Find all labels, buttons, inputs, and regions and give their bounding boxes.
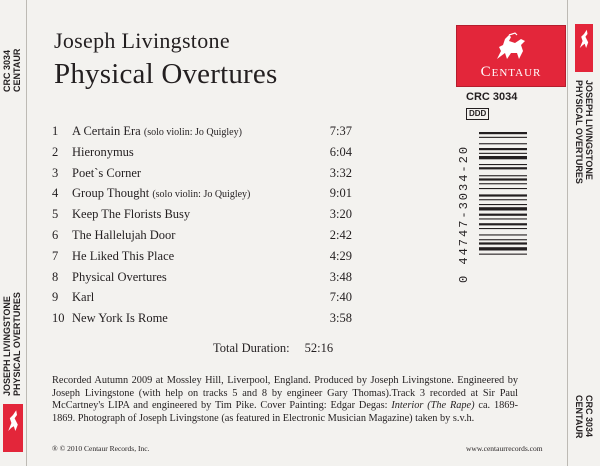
barcode-bar [479, 132, 527, 134]
left-spine-title: JOSEPH LIVINGSTONE PHYSICAL OVERTURES [2, 292, 22, 396]
track-number: 6 [52, 227, 59, 242]
track-row [52, 267, 352, 288]
track-duration: 9:01 [329, 186, 352, 201]
artist-name: Joseph Livingstone [54, 28, 230, 53]
track-number: 2 [52, 144, 59, 159]
track-duration: 7:37 [329, 124, 352, 138]
track-duration: 2:42 [329, 227, 352, 242]
track-duration: 4:29 [329, 248, 352, 263]
logo-text: Centaur [480, 64, 542, 80]
barcode-number: 0 44747-3034-20 [457, 144, 471, 283]
barcode-bar [479, 188, 527, 189]
track-title: He Liked This Place [72, 248, 175, 263]
barcode-bar [479, 207, 527, 210]
track-title: Karl [72, 290, 95, 305]
barcode-bar [479, 194, 527, 196]
barcode-bar [479, 228, 527, 229]
barcode-bar [479, 223, 527, 225]
barcode-bar [479, 234, 527, 235]
track-duration: 6:04 [329, 144, 352, 159]
right-spine-catalog: CRC 3034 CENTAUR [574, 395, 594, 439]
left-spine-centaur-logo [3, 404, 23, 452]
back-cover-main [26, 0, 568, 466]
track-number: 3 [52, 165, 59, 180]
copyright: ® © 2010 Centaur Records, Inc. [52, 444, 150, 453]
barcode-bar [479, 164, 527, 165]
centaur-icon [5, 407, 21, 439]
track-number: 4 [52, 186, 59, 201]
catalog-number: CRC 3034 [466, 91, 518, 103]
track-number: 1 [52, 124, 59, 138]
total-duration [213, 341, 333, 356]
track-note: (solo violin: Jo Quigley) [143, 127, 242, 138]
track-row [52, 142, 352, 163]
centaur-logo [456, 25, 566, 87]
barcode-bar [479, 204, 527, 205]
track-duration: 7:40 [329, 290, 352, 305]
credits-text: Recorded Autumn 2009 at Mossley Hill, Liverpool, England. Produced by Joseph Livingstone. Engineered by Joseph Livingstone (with help on tracks 5 and 8 by engineer Gary Thomas).Track 3 recorded at Sir Paul McCartney's LIPA and engineered by Tim Pike. Cover Painting: Edgar Degas: Interior (The Rape) ca. 1869-1869. Photograph of Joseph Livingstone (as featured in Electronic Musician Magazine) taken by s.v.h. [52, 375, 519, 424]
track-duration: 3:20 [329, 207, 352, 222]
track-number: 9 [52, 290, 59, 305]
barcode-bar [479, 254, 527, 255]
track-row [52, 308, 352, 329]
barcode-bar [479, 167, 527, 169]
barcode-bar [479, 175, 527, 176]
track-number: 7 [52, 248, 59, 263]
track-number: 5 [52, 207, 59, 222]
barcode-bar [479, 214, 527, 216]
barcode-bar [479, 137, 527, 138]
track-row [52, 204, 352, 225]
barcode-bar [479, 247, 527, 250]
total-duration-label: Total Duration: [213, 341, 290, 355]
barcode-bar [479, 156, 527, 159]
barcode-bar [479, 199, 527, 200]
track-row [52, 246, 352, 267]
track-title: New York Is Rome [72, 311, 168, 326]
track-number: 10 [52, 311, 65, 326]
track-duration: 3:32 [329, 165, 352, 180]
track-title: A Certain Era (solo violin: Jo Quigley) [72, 124, 242, 138]
track-title: Hieronymus [72, 144, 134, 159]
barcode-bar [479, 183, 527, 184]
barcode-icon [479, 130, 527, 298]
barcode-bar [479, 153, 527, 154]
track-note: (solo violin: Jo Quigley) [152, 189, 251, 201]
track-title: Group Thought (solo violin: Jo Quigley) [72, 186, 251, 201]
right-spine [567, 0, 600, 466]
left-spine-catalog: CRC 3034 CENTAUR [2, 48, 22, 92]
left-spine [0, 0, 27, 466]
track-row [52, 163, 352, 184]
album-title: Physical Overtures [54, 58, 278, 90]
painting-title: Interior (The Rape) [391, 400, 475, 411]
barcode-bar [479, 148, 527, 150]
track-row [52, 121, 352, 142]
track-title: Physical Overtures [72, 269, 167, 284]
track-list [52, 121, 352, 329]
track-number: 8 [52, 269, 59, 284]
barcode-bar [479, 239, 527, 240]
track-title: Poet`s Corner [72, 165, 142, 180]
track-row [52, 287, 352, 308]
barcode-bar [479, 143, 527, 144]
track-title: Keep The Florists Busy [72, 207, 191, 222]
format-badge: DDD [466, 108, 489, 120]
barcode-bar [479, 242, 527, 244]
total-duration-value: 52:16 [304, 341, 334, 355]
right-spine-title: JOSEPH LIVINGSTONE PHYSICAL OVERTURES [574, 80, 594, 184]
track-title: The Hallelujah Door [72, 227, 176, 242]
track-row [52, 183, 352, 204]
centaur-icon [577, 27, 591, 55]
centaur-icon [491, 31, 531, 63]
barcode-bar [479, 218, 527, 219]
barcode-bar [479, 178, 527, 180]
track-duration: 3:58 [329, 311, 352, 326]
website: www.centaurrecords.com [466, 444, 543, 453]
right-spine-centaur-logo [575, 24, 593, 72]
track-row [52, 225, 352, 246]
track-duration: 3:48 [329, 269, 352, 284]
